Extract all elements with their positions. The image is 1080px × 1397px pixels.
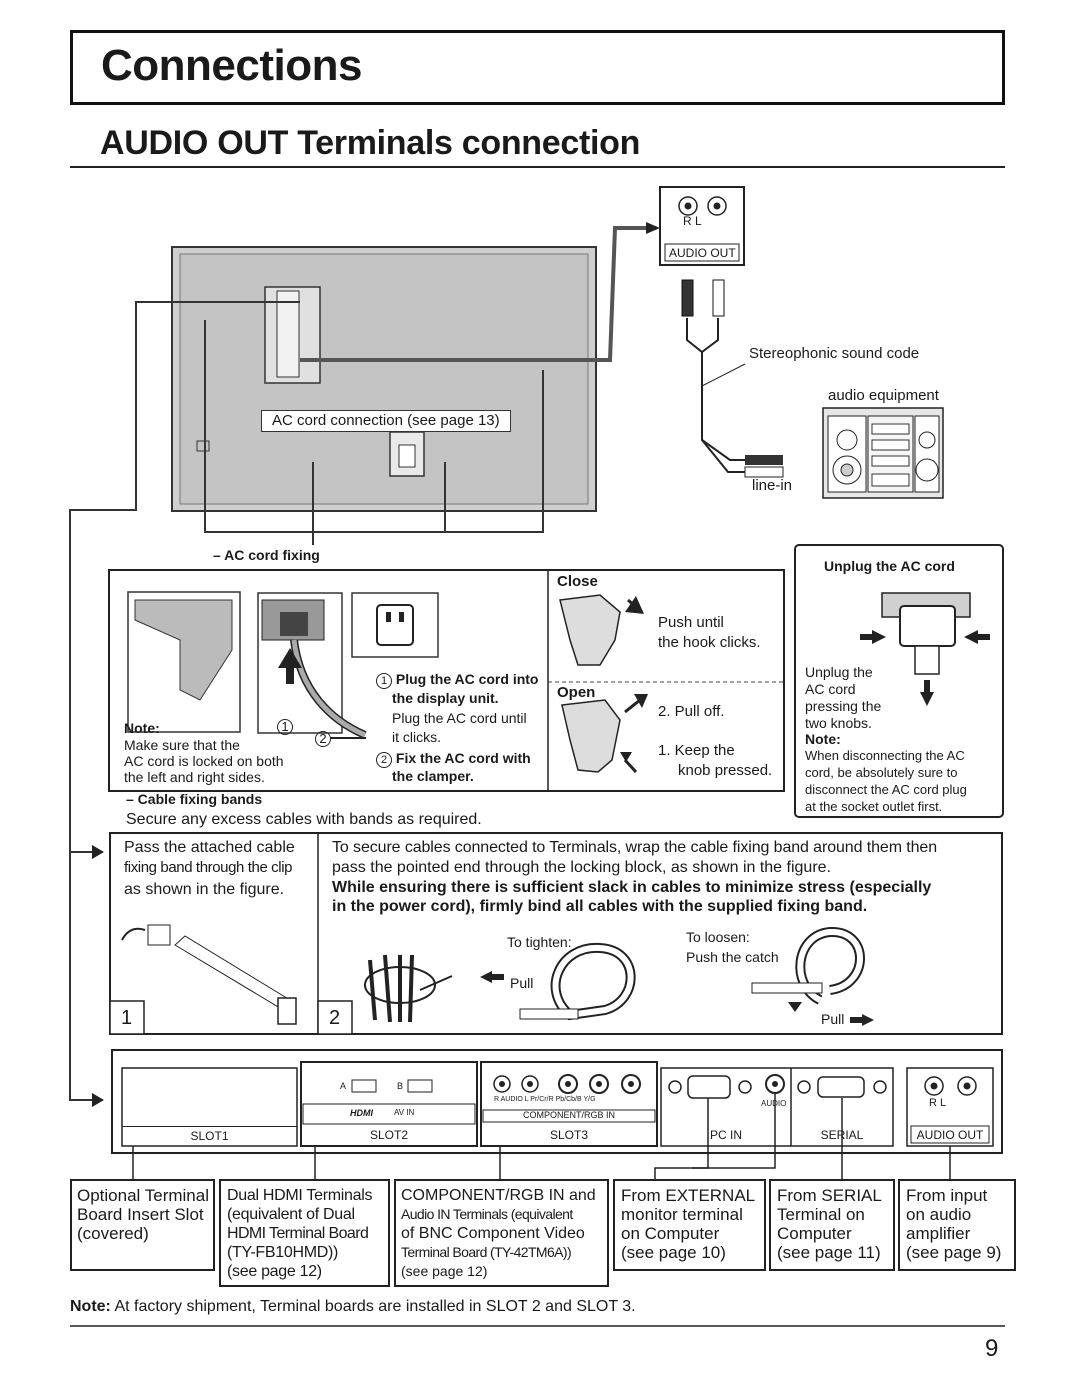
unplug-note-heading: Note: [805,731,841,747]
display-rear-panel [172,247,596,511]
pass-line1: Pass the attached cable [124,839,295,856]
av-in-label: AV IN [394,1108,415,1117]
audio-equipment-label: audio equipment [828,387,939,404]
figure-marker-1: 1 [277,719,293,735]
unplug-heading: Unplug the AC cord [824,558,955,574]
hdmi-logo: HDMI [350,1108,373,1118]
pass-line3: as shown in the figure. [124,881,285,898]
secure-line2: pass the pointed end through the locking block, as shown in the figure. [332,859,831,876]
ac-note-line1: Make sure that the [124,737,240,753]
unplug-line2: AC cord [805,681,856,697]
desc-slot2: Dual HDMI Terminals (equivalent of Dual HDMI Terminal Board (TY-FB10HMD)) (see page 12) [227,1187,373,1280]
unplug-note-line4: at the socket outlet first. [805,799,943,814]
desc-pc-in: From EXTERNAL monitor terminal on Computer (see page 10) [621,1186,756,1262]
desc-serial: From SERIAL Terminal on Computer (see page 11) [777,1186,882,1262]
pull-off-label: 2. Pull off. [658,703,725,720]
push-catch-label: Push the catch [686,949,779,965]
unplug-line1: Unplug the [805,664,873,680]
to-tighten-label: To tighten: [507,934,572,950]
pull-label-loosen: Pull [821,1011,845,1027]
unplug-note-line1: When disconnecting the AC [805,748,965,763]
unplug-note-line3: disconnect the AC cord plug [805,782,967,797]
footer-note [70,1297,636,1316]
pc-in-label: PC IN [709,1128,742,1142]
stereo-cord-label: Stereophonic sound code [749,345,920,362]
fix-step-line1: Fix the AC cord with [395,750,531,766]
slot2-label: SLOT2 [369,1128,408,1142]
secure-line1: To secure cables connected to Terminals, wrap the cable fixing band around them then [332,839,938,856]
audio-equipment-illustration [823,408,943,498]
slot1-label: SLOT1 [122,1126,297,1143]
component-rgb-in-label: COMPONENT/RGB IN [522,1110,615,1120]
section-heading: AUDIO OUT Terminals connection [100,124,641,162]
ac-note-heading: Note: [124,720,160,736]
component-jack-labels: R AUDIO L Pr/Cr/R Pb/Cb/B Y/G [494,1096,596,1103]
page-title: Connections [101,41,362,90]
push-until-line2: the hook clicks. [658,634,761,651]
ac-note-line2: AC cord is locked on both [124,753,284,769]
pull-label-tighten: Pull [510,975,534,991]
desc-slot1: Optional Terminal Board Insert Slot (covered) [77,1186,209,1243]
audio-out-terminal-label: AUDIO OUT [916,1128,984,1142]
keep-knob-line1: 1. Keep the [658,742,735,759]
to-loosen-label: To loosen: [686,929,750,945]
footer-note-text: At factory shipment, Terminal boards are installed in SLOT 2 and SLOT 3. [110,1298,636,1315]
unplug-line4: two knobs. [805,715,872,731]
figure-step-1: 1 [121,1007,133,1029]
keep-knob-line2: knob pressed. [678,762,773,779]
pass-line2: fixing band through the clip [124,859,293,876]
plug-step-line1: Plug the AC cord into [395,671,539,687]
page-number: 9 [985,1335,999,1362]
bold-warning-line1: While ensuring there is sufficient slack in cables to minimize stress (especially [332,879,932,896]
hdmi-b-label: B [397,1081,404,1091]
fix-step-line2: the clamper. [392,768,474,784]
slot3-label: SLOT3 [549,1128,588,1142]
hdmi-a-label: A [340,1081,347,1091]
push-until-line1: Push until [658,614,724,631]
figure-marker-2: 2 [315,731,331,747]
cable-bands-heading: – Cable fixing bands [126,791,263,807]
desc-audio-out: From input on audio amplifier (see page 9) [906,1186,1002,1262]
cable-bands-secure: Secure any excess cables with bands as required. [126,811,482,828]
serial-label: SERIAL [820,1128,864,1142]
line-in-label: line-in [752,477,793,494]
ac-cord-connection-label: AC cord connection (see page 13) [261,410,511,432]
plug-step-line3: Plug the AC cord until [392,710,527,726]
audio-out-rl-label: R L [683,214,702,228]
close-label: Close [557,573,598,590]
ac-note-line3: the left and right sides. [124,769,265,785]
figure-step-2: 2 [329,1007,341,1029]
unplug-note-line2: cord, be absolutely sure to [805,765,958,780]
open-label: Open [557,684,596,701]
step-1-marker: 1 [376,673,392,689]
plug-step-line2: the display unit. [392,690,499,706]
audio-out-box-label: AUDIO OUT [669,246,736,260]
footer-note-label: Note: [70,1298,111,1315]
desc-slot3: COMPONENT/RGB IN and Audio IN Terminals (equivalent of BNC Component Video Terminal Board (TY-42TM6A)) (see page 12) [401,1187,596,1279]
bold-warning-line2: in the power cord), firmly bind all cables with the supplied fixing band. [332,898,868,915]
audio-out-rl-terminal: R L [929,1097,947,1109]
ac-fixing-heading: – AC cord fixing [213,547,320,563]
step-2-marker: 2 [376,752,392,768]
unplug-line3: pressing the [805,698,882,714]
pc-audio-label: AUDIO [761,1099,787,1108]
plug-step-line4: it clicks. [392,729,441,745]
